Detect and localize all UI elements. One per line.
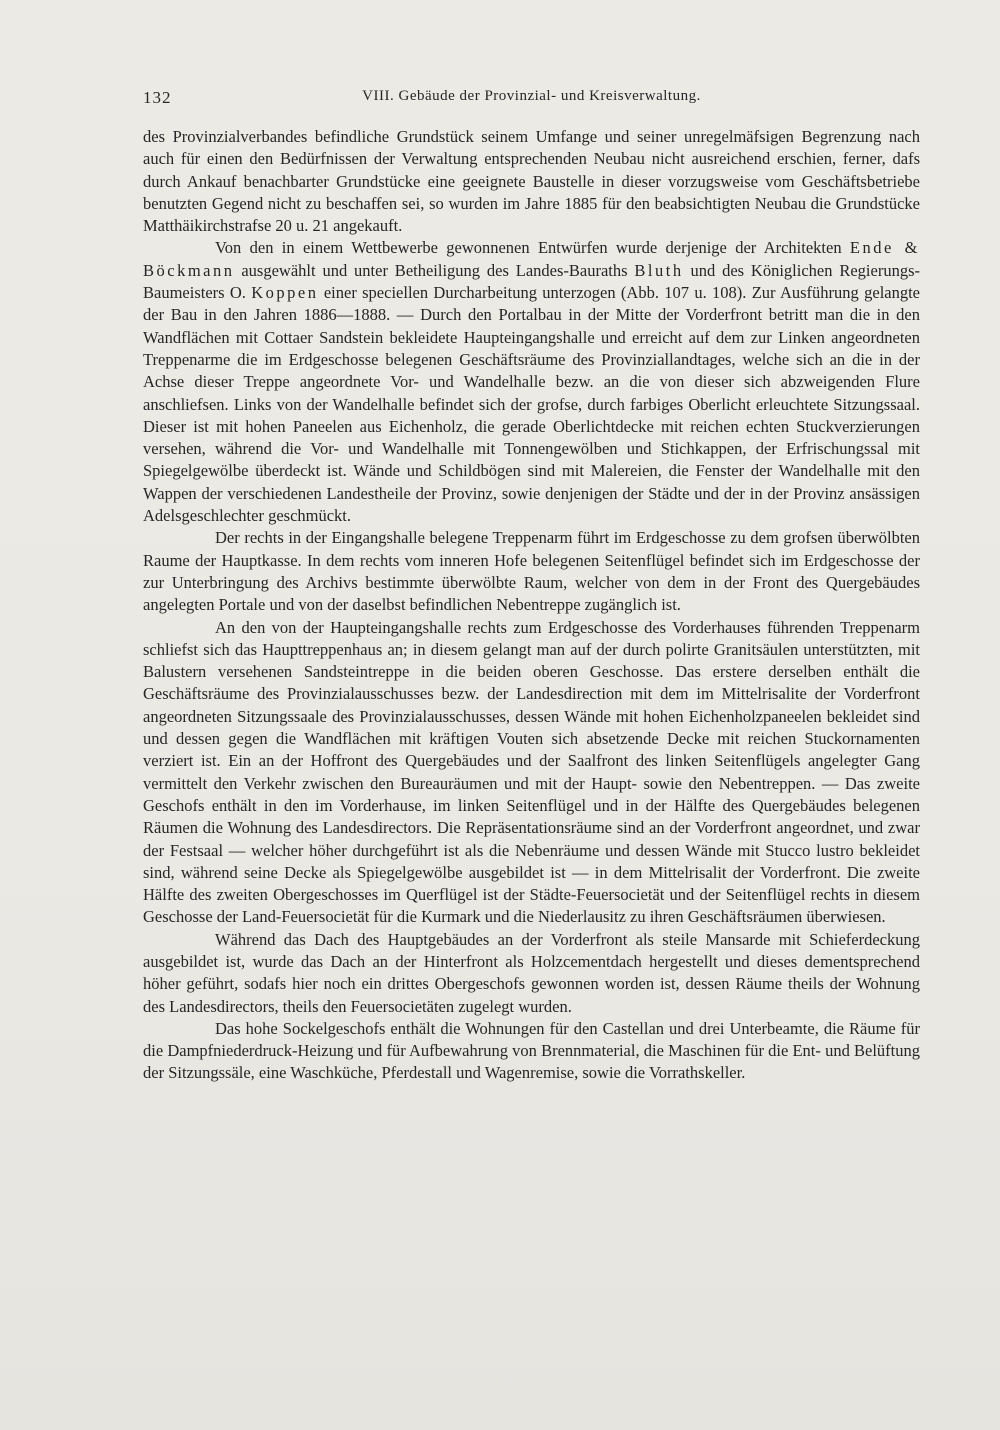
paragraph-5 <box>143 929 920 1018</box>
architect-names: Ende & Böckmann <box>143 238 920 280</box>
paragraph-text: einer speciellen Durcharbeitung unterzogen (Abb. 107 u. 108). Zur Ausführung gelangte der Bau in den Jahren 1886—1888. — Durch den Portalbau in der Mitte der Vorderfront betritt man die in den Wandflächen mit Cottaer Sandstein bekleidete Haupteingangshalle und erreicht auf dem zur Linken angeordneten Treppenarme die im Erdgeschosse belegenen Geschäftsräume des Provinziallandtages, welche sich an die in der Achse dieser Treppe angeordnete Vor- und Wandelhalle bezw. an die von dieser sich abzweigenden Flure anschliefsen. Links von der Wandelhalle befindet sich der grofse, durch farbiges Oberlicht erleuchtete Sitzungssaal. Dieser ist mit hohen Paneelen aus Eichenholz, die gerade Oberlichtdecke mit reichen echten Stuckverzierungen versehen, während die Vor- und Wandelhalle mit Tonnengewölben und Stichkappen, der Erfrischungssal mit Spiegelgewölbe überdeckt ist. Wände und Schildbögen sind mit Malereien, die Fenster der Wandelhalle mit den Wappen der verschiedenen Landestheile der Provinz, sowie denjenigen der Städte und der in der Provinz ansässigen Adelsgeschlechter geschmückt. <box>143 283 921 526</box>
paragraph-text: ausgewählt und unter Betheiligung des Landes-Bauraths <box>234 260 635 280</box>
paragraph-text: Das hohe Sockelgeschofs enthält die Wohnungen für den Castellan und drei Unterbeamte, die Räume für die Dampfniederdruck-Heizung und für Aufbewahrung von Brennmaterial, die Maschinen für die Ent- und Belüftung der Sitzungssäle, eine Waschküche, Pferdestall und Wagenremise, sowie die Vorrathskeller. <box>143 1018 920 1083</box>
page-header <box>143 88 920 112</box>
body-text <box>143 126 920 1085</box>
paragraph-4 <box>143 617 920 929</box>
paragraph-text: des Provinzialverbandes befindliche Grundstück seinem Umfange und seiner unregelmäfsigen Begrenzung nach auch für einen den Bedürfnissen der Verwaltung entsprechenden Neubau nicht ausreichend erschien, ferner, dafs durch Ankauf benachbarter Grundstücke eine geeignete Baustelle in dieser vorzugsweise vom Geschäftsbetriebe benutzten Gegend nicht zu beschaffen sei, so wurden im Jahre 1885 für den beabsichtigten Neubau die Grundstücke Matthäikirchstrafse 20 u. 21 angekauft. <box>143 127 920 236</box>
person-name-koppen: Koppen <box>251 283 319 303</box>
paragraph-6 <box>143 1018 920 1085</box>
paragraph-text: Von den in einem Wettbewerbe gewonnenen Entwürfen wurde derjenige der Architekten <box>215 238 850 258</box>
paragraph-text: Der rechts in der Eingangshalle belegene Treppenarm führt im Erdgeschosse zu dem grofsen überwölbten Raume der Hauptkasse. In dem rechts vom inneren Hofe belegenen Seitenflügel befindet sich im Erdgeschosse der zur Unterbringung des Archivs bestimmte überwölbte Raum, welcher von dem in der Front des Quergebäudes angelegten Portale und von der daselbst befindlichen Nebentreppe zugänglich ist. <box>143 528 920 615</box>
page-number: 132 <box>143 88 172 107</box>
running-title: VIII. Gebäude der Provinzial- und Kreisverwaltung. <box>362 88 701 104</box>
paragraph-text: und des Königlichen Regierungs-Baumeisters O. <box>143 260 920 303</box>
paragraph-3 <box>143 527 920 616</box>
person-name-bluth: Bluth <box>634 260 684 280</box>
paragraph-text: Während das Dach des Hauptgebäudes an der Vorderfront als steile Mansarde mit Schieferdeckung ausgebildet ist, wurde das Dach an der Hinterfront als Holzcementdach hergestellt und dieses dementsprechend höher geführt, sodafs hier noch ein drittes Obergeschofs gewonnen worden ist, dessen Räume theils der Wohnung des Landesdirectors, theils den Feuersocietäten zugelegt wurden. <box>143 929 920 1016</box>
paragraph-2 <box>143 237 920 527</box>
paragraph-text: An den von der Haupteingangshalle rechts zum Erdgeschosse des Vorderhauses führenden Treppenarm schliefst sich das Haupttreppenhaus an; in diesem gelangt man auf der durch polirte Granitsäulen unterstützten, mit Balustern versehenen Sandsteintreppe in die beiden oberen Geschosse. Das erstere derselben enthält die Geschäftsräume des Provinzialausschusses bezw. der Landesdirection mit dem im Mittelrisalite der Vorderfront angeordneten Sitzungssaale des Provinzialausschusses, dessen Wände mit hohen Eichenholzpaneelen bekleidet sind und dessen gegen die Wandflächen mit kräftigen Vouten sich absetzende Decke mit reichen Stuckornamenten verziert ist. Ein an der Hoffront des Quergebäudes und der Saalfront des linken Seitenflügels angelegter Gang vermittelt den Verkehr zwischen den Bureauräumen und mit der Haupt- sowie den Nebentreppen. — Das zweite Geschofs enthält in den im Vorderhause, im linken Seitenflügel und in der Hälfte des Quergebäudes belegenen Räumen die Wohnung des Landesdirectors. Die Repräsentationsräume sind an der Vorderfront angeordnet, und zwar der Festsaal — welcher höher durchgeführt ist als die Nebenräume und dessen Wände mit Stucco lustro bekleidet sind, während seine Decke als Spiegelgewölbe ausgebildet ist — in dem Mittelrisalit der Vorderfront. Die zweite Hälfte des zweiten Obergeschosses im Querflügel ist der Städte-Feuersocietät und der Seitenflügel rechts in diesem Geschosse der Land-Feuersocietät für die Kurmark und die Niederlausitz zu ihren Geschäftsräumen überwiesen. <box>143 617 920 927</box>
paragraph-1 <box>143 126 920 237</box>
